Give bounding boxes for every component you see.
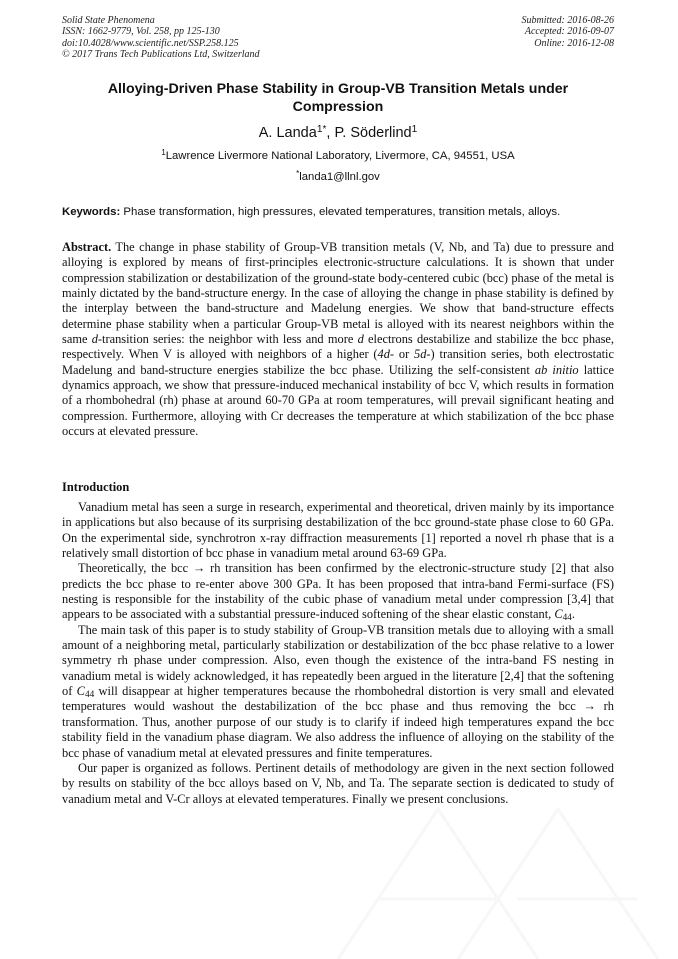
affiliation-text: Lawrence Livermore National Laboratory, Livermore, CA, 94551, USA <box>165 150 515 162</box>
affiliation <box>62 149 614 163</box>
abstract-italic: d <box>357 332 364 347</box>
keywords-label: Keywords: <box>62 206 121 218</box>
paragraph: Vanadium metal has seen a surge in research, experimental and theoretical, driven mainly by its importance in applications but also because of its surprising destabilization of the bcc ground-state phase close to 60 GPa. On the experimental side, synchrotron x-ray diffraction measurements [1] reported a novel rh phase that is a relatively small distortion of bcc phase in vanadium metal around 63-69 GPa. <box>62 500 614 561</box>
abstract-text: - or <box>389 347 415 362</box>
paragraph-text: . <box>571 607 576 622</box>
journal-header-left <box>62 15 260 61</box>
paragraph <box>62 623 614 761</box>
abstract-italic: ab initio <box>534 362 579 377</box>
abstract <box>62 240 614 439</box>
author-name: A. Landa <box>258 125 317 141</box>
submitted-date: Submitted: 2016-08-26 <box>521 15 614 26</box>
paragraph: Our paper is organized as follows. Pertinent details of methodology are given in the next section followed by results on stability of the bcc alloys based on V, Nb, and Ta. The separate section is dedicated to study of vanadium metal and V-Cr alloys at elevated temperatures. Finally we present conclusions. <box>62 760 614 806</box>
affiliation-mark: 1 <box>161 148 166 158</box>
keywords-text: Phase transformation, high pressures, elevated temperatures, transition metals, alloys. <box>120 206 561 218</box>
author-affiliation-mark: 1* <box>316 124 327 136</box>
symbol-c44: C <box>76 684 85 699</box>
author-separator: , <box>326 125 335 141</box>
corresponding-email <box>62 170 614 184</box>
symbol-c44: C <box>554 607 563 622</box>
paragraph-text: will disappear at higher temperatures because the rhombohedral distortion is very small and elevated temperatures would washout the destabilization of the bcc phase and thus removing the bcc → rh transformation. Thus, another purpose of our study is to clarify if indeed high temperatures expand the bcc stability field in the vanadium phase diagram. We also address the influence of alloying on the stability of the bcc phase of vanadium metal at elevated pressures and finite temperatures. <box>62 684 615 760</box>
abstract-label: Abstract. <box>62 240 112 254</box>
abstract-text: -) transition series, both electrostatic Madelung and band-structure energies stabilize the bcc phase. Utilizing the self-consistent <box>62 347 614 377</box>
journal-issn: ISSN: 1662-9779, Vol. 258, pp 125-130 <box>62 26 220 38</box>
journal-header-right <box>522 15 615 49</box>
author-affiliation-mark: 1 <box>411 124 418 136</box>
accepted-date: Accepted: 2016-09-07 <box>524 26 614 38</box>
introduction-body <box>62 500 614 807</box>
abstract-text: electrons destabilize and stabilize the bcc phase, respectively. When V is alloyed with neighbors of a higher ( <box>62 332 614 362</box>
symbol-subscript: 44 <box>562 613 572 624</box>
abstract-text: lattice dynamics approach, we show that pressure-induced mechanical instability of bcc V, which results in formation of a rhombohedral (rh) phase at around 60-70 GPa at room temperatures, will prevail significant heating and compression. Furthermore, alloying with Cr decreases the temperature at which stabilization of the bcc phase occurs at elevated pressure. <box>62 362 614 439</box>
email-mark: * <box>296 169 300 179</box>
keywords <box>62 205 614 219</box>
paragraph-text: The main task of this paper is to study stability of Group-VB transition metals due to alloying with a small amount of a neighboring metal, particularly stabilization or destabilization of the bcc phase relative to a lower symmetry rh phase under compression. Also, even though the existence of the intra-band FS nesting in vanadium metal is widely acknowledged, it has repeatedly been argued in the literature [2,4] that the softening of <box>62 622 614 699</box>
symbol-subscript: 44 <box>84 689 95 700</box>
abstract-italic: 5d <box>414 347 427 362</box>
abstract-italic: d <box>91 332 98 347</box>
journal-copyright: © 2017 Trans Tech Publications Ltd, Switzerland <box>62 49 260 61</box>
paragraph <box>62 561 614 622</box>
abstract-text: The change in phase stability of Group-VB transition metals (V, Nb, and Ta) due to pressure and alloying is explored by means of first-principles electronic-structure calculations. It is shown that under compression stabilization or destabilization of the ground-state body-centered cubic (bcc) phase of the metal is mainly dictated by the band-structure energy. In the case of alloying the change in phase stability is defined by the interplay between the band-structure and Madelung energies. We show that band-structure effects determine phase stability when a particular Group-VB metal is alloyed with its nearest neighbors within the same <box>62 240 614 347</box>
paragraph-text: Theoretically, the bcc → rh transition has been confirmed by the electronic-structure study [2] that also predicts the bcc phase to re-enter above 300 GPa. It has been proposed that intra-band Fermi-surface (FS) nesting is responsible for the instability of the cubic phase of vanadium metal under compression [3,4] that appears to be associated with a substantial pressure-induced softening of the shear elastic constant, <box>62 561 614 622</box>
email-address[interactable]: landa1@llnl.gov <box>299 171 380 183</box>
abstract-italic: 4d <box>377 347 390 362</box>
paper-title: Alloying-Driven Phase Stability in Group-VB Transition Metals under Compression <box>107 81 569 115</box>
journal-doi[interactable]: doi:10.4028/www.scientific.net/SSP.258.125 <box>62 37 239 49</box>
author-list <box>62 124 614 142</box>
abstract-text: -transition series: the neighbor with less and more <box>97 332 358 347</box>
journal-name: Solid State Phenomena <box>62 15 155 26</box>
author-name: P. Söderlind <box>334 125 412 141</box>
section-heading-introduction: Introduction <box>62 480 130 494</box>
online-date: Online: 2016-12-08 <box>534 37 614 49</box>
